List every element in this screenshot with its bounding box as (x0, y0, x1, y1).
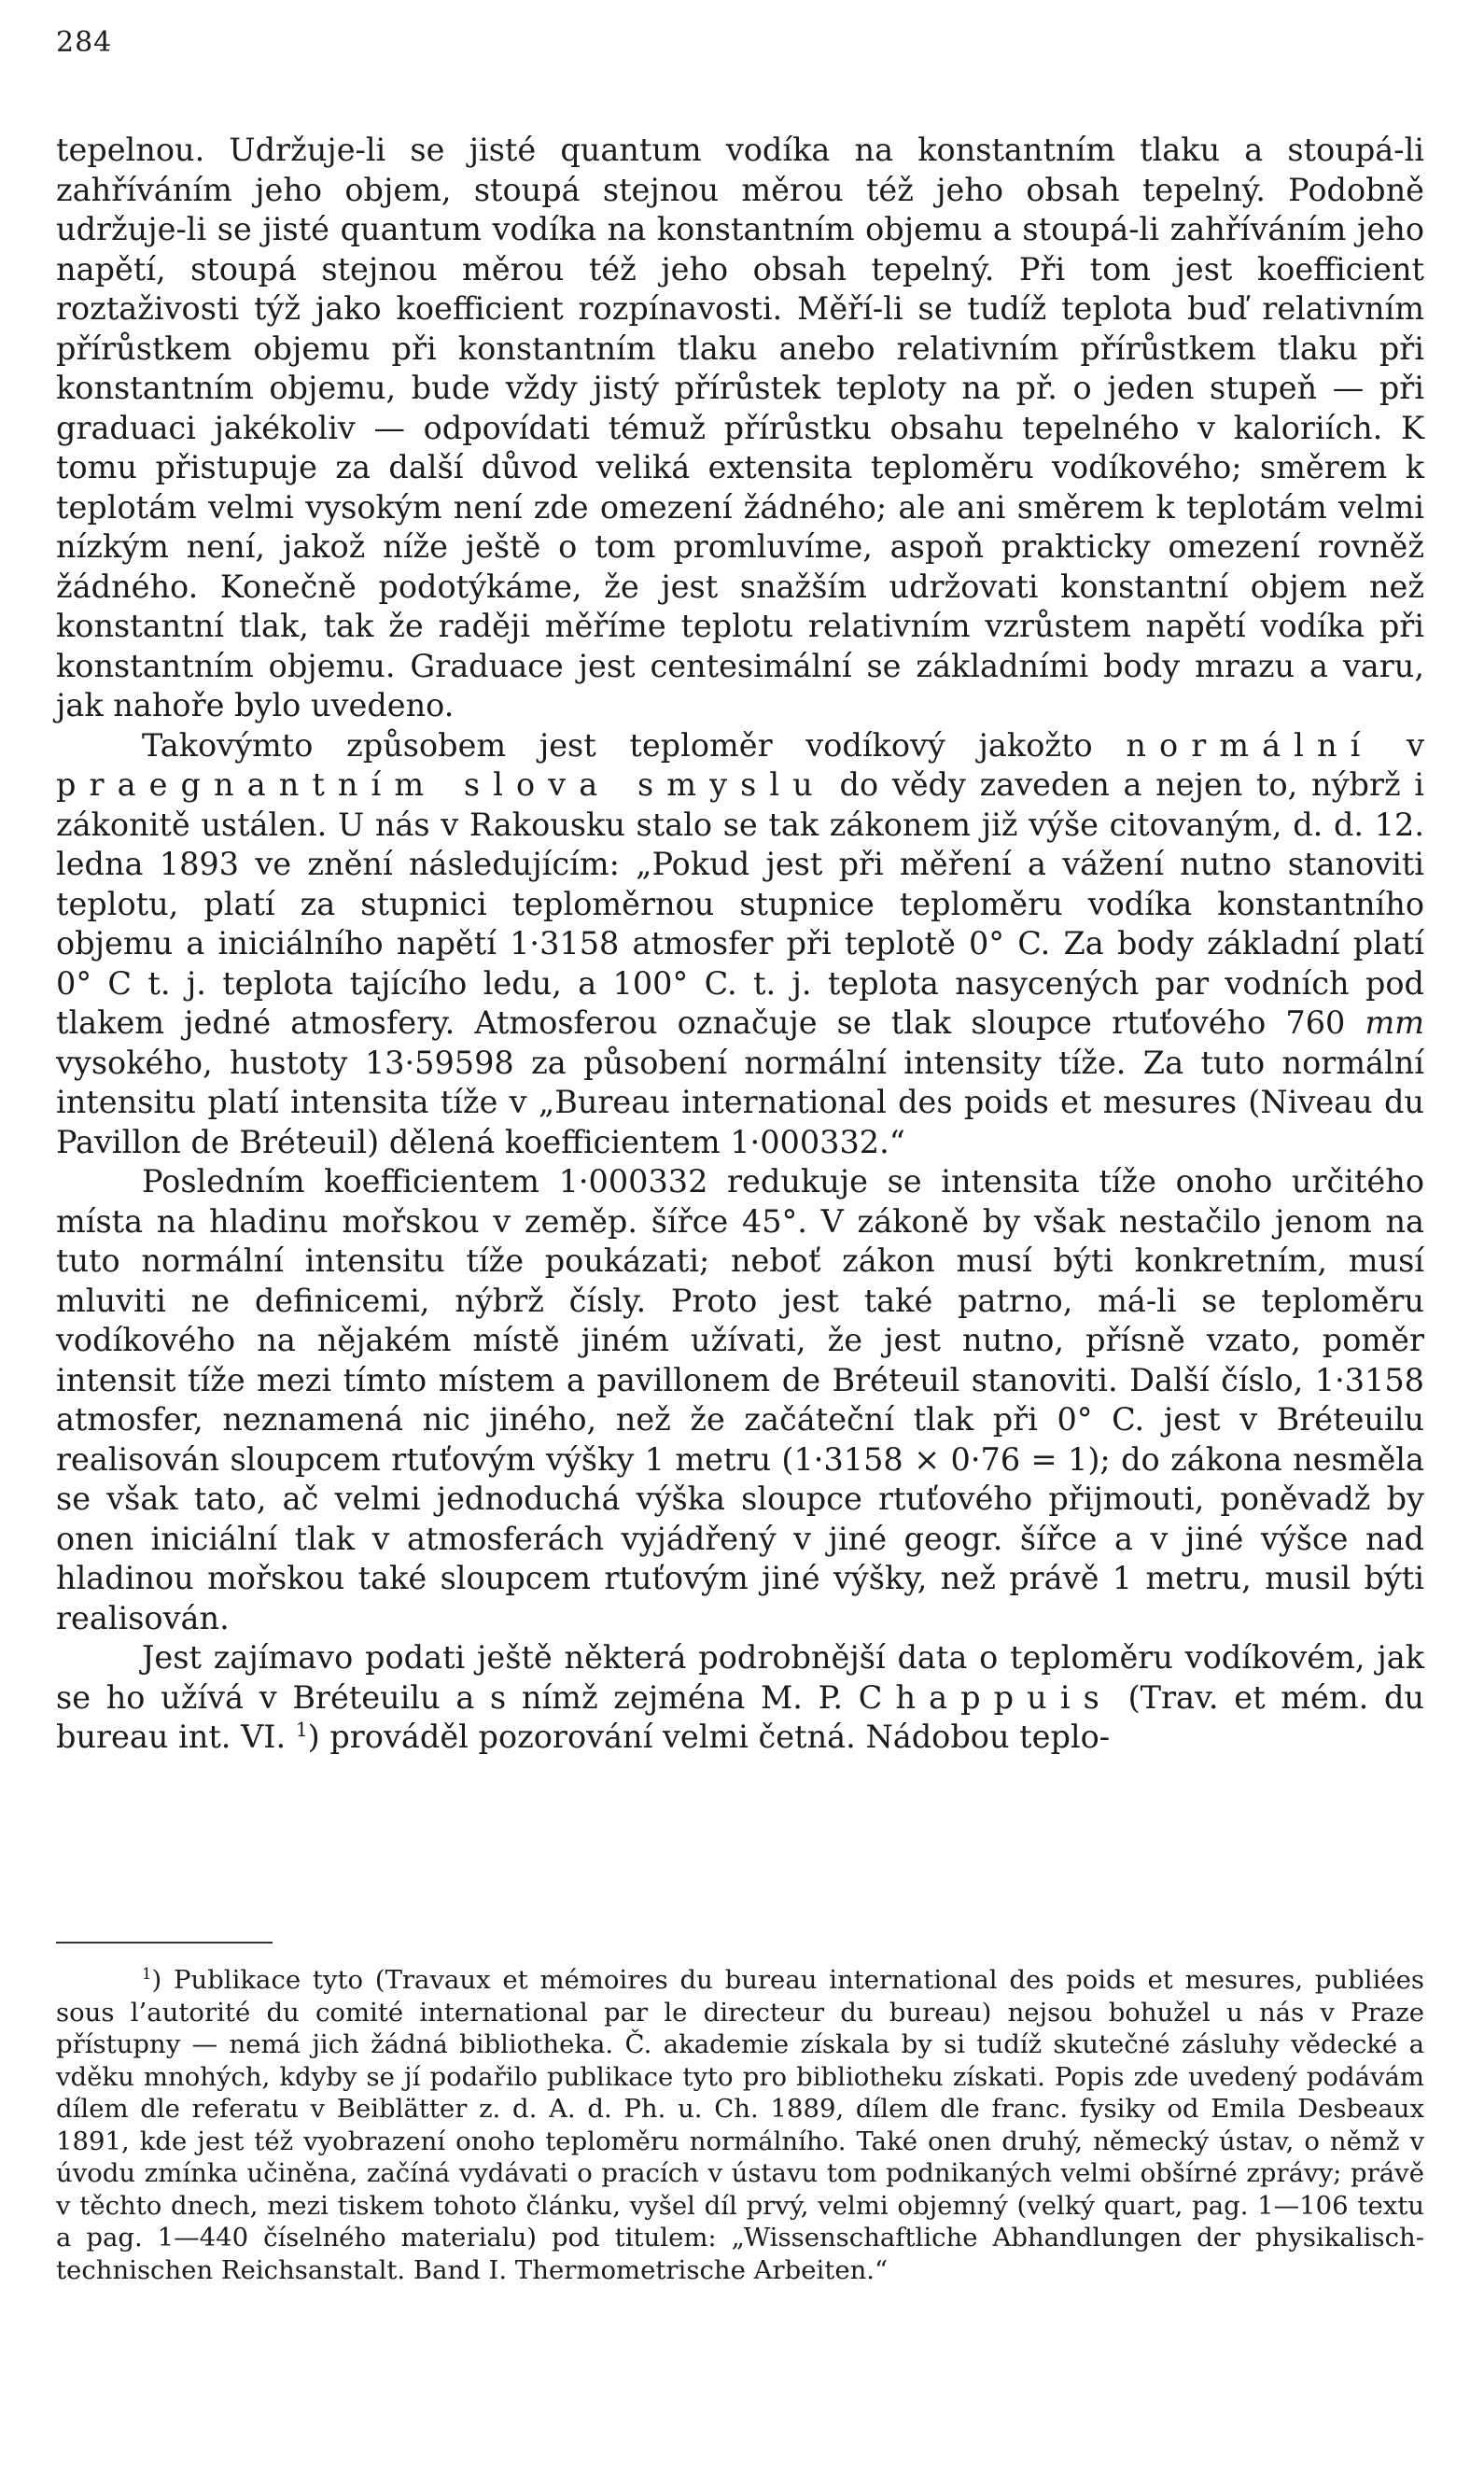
paragraph (56, 1162, 1424, 1638)
spaced-emphasis: normální (1126, 726, 1374, 764)
main-text (56, 131, 1424, 1758)
footnotes (56, 1964, 1424, 2286)
text-run: ) Publikace tyto (Travaux et mémoires du bureau international des poids et mesures, publiées sous l’autorité du comité international par le directeur du bureau) nejsou bohužel u nás v Praze přístupny — nemá jich žádná bibliotheka. Č. akademie získala by si tudíž skutečné zásluhy vědecké a vděku mnohých, kdyby se jí podařilo publikace tyto pro bibliotheku získati. Popis zde uvedený podávám dílem dle referatu v Beiblätter z. d. A. d. Ph. u. Ch. 1889, dílem dle franc. fysiky od Emila Desbeaux 1891, kde jest též vyobrazení onoho teploměru normálního. Také onen druhý, německý ústav, o němž v úvodu zmínka učiněna, začíná vydávati o pracích v ústavu tom podnikaných velmi obšírné zprávy; právě v těchto dnech, mezi tiskem tohoto článku, vyšel díl prvý, velmi objemný (velký quart, pag. 1—106 textu a pag. 1—440 číselného materialu) pod titulem: „Wissenschaftliche Abhandlungen der physikalisch-technischen Reichsanstalt. Band I. Thermometrische Arbeiten.“ (56, 1965, 1424, 2285)
paragraph (56, 726, 1424, 1163)
paragraph (56, 131, 1424, 726)
page-number: 284 (56, 26, 113, 59)
text-run: ) prováděl pozorování velmi četná. Nádobou teplo- (307, 1719, 1111, 1755)
text-run: Takovýmto způsobem jest teploměr vodíkový jakožto (142, 726, 1127, 764)
text-run: do vědy zaveden a nejen to, nýbrž i zákonitě ustálen. U nás v Rakousku stalo se tak zákonem již výše citovaným, d. d. 12. ledna 1893 ve znění následujícím: „Pokud jest při měření a vážení nutno stanoviti teplotu, platí za stupnici teploměrnou stupnice teploměru vodíka konstantního objemu a iniciálního napětí 1·3158 atmosfer při teplotě 0° C. Za body základní platí 0° C t. j. teplota tajícího ledu, a 100° C. t. j. teplota nasycených par vodních pod tlakem jedné atmosfery. Atmosferou označuje se tlak sloupce rtuťového 760 (56, 766, 1425, 1041)
text-run: (Trav. et mém. du bureau int. VI. (56, 1678, 1424, 1755)
text-run: v (1373, 726, 1424, 764)
spaced-emphasis: Chappuis (858, 1678, 1113, 1716)
footnote-separator (56, 1942, 273, 1944)
text-run: Posledním koefficientem 1·000332 redukuje se intensita tíže onoho určitého místa na hladinu mořskou v zeměp. šířce 45°. V zákoně by však nestačilo jenom na tuto normální intensitu tíže poukázati; neboť zákon musí býti konkretním, musí mluviti ne definicemi, nýbrž čísly. Proto jest také patrno, má-li se teploměru vodíkového na nějakém místě jiném užívati, že jest nutno, přísně vzato, poměr intensit tíže mezi tímto místem a pavillonem de Bréteuil stanoviti. Další číslo, 1·3158 atmosfer, neznamená nic jiného, než že začáteční tlak při 0° C. jest v Bréteuilu realisován sloupcem rtuťovým výšky 1 metru (1·3158 × 0·76 = 1); do zákona nesměla se však tato, ač velmi jednoduchá výška sloupce rtuťového přijmouti, poněvadž by onen iniciální tlak v atmosferách vyjádřený v jiné geogr. šířce a v jiné výšce nad hladinou mořskou také sloupcem rtuťovým jiné výšky, než právě 1 metru, musil býti realisován. (56, 1163, 1424, 1636)
italic-text: mm (1365, 1004, 1424, 1041)
footnote-marker: 1 (295, 1718, 308, 1741)
footnote (56, 1964, 1424, 2286)
text-run: Jest zajímavo podati ještě některá podrobnější data o teploměru vodíkovém, jak se ho užívá v Bréteuilu a s nímž zejména M. P. (56, 1639, 1424, 1716)
spaced-emphasis: praegnantním slova smyslu (56, 766, 826, 803)
text-run: vysokého, hustoty 13·59598 za působení normální intensity tíže. Za tuto normální intensitu platí intensita tíže v „Bureau international des poids et mesures (Niveau du Pavillon de Bréteuil) dělená koefficientem 1·000332.“ (56, 1044, 1424, 1160)
paragraph (56, 1638, 1424, 1758)
text-run: tepelnou. Udržuje-li se jisté quantum vodíka na konstantním tlaku a stoupá-li zahříváním jeho objem, stoupá stejnou měrou též jeho obsah tepelný. Podobně udržuje-li se jisté quantum vodíka na konstantním objemu a stoupá-li zahříváním jeho napětí, stoupá stejnou měrou též jeho obsah tepelný. Při tom jest koefficient roztaživosti týž jako koefficient rozpínavosti. Měří-li se tudíž teplota buď relativním přírůstkem objemu při konstantním tlaku anebo relativním přírůstkem tlaku při konstantním objemu, bude vždy jistý přírůstek teploty na př. o jeden stupeň — při graduaci jakékoliv — odpovídati témuž přírůstku obsahu tepelného v kaloriích. K tomu přistupuje za další důvod veliká extensita teploměru vodíkového; směrem k teplotám velmi vysokým není zde omezení žádného; ale ani směrem k teplotám velmi nízkým není, jakož níže ještě o tom promluvíme, aspoň prakticky omezení rovněž žádného. Konečně podotýkáme, že jest snažším udržovati konstantní objem než konstantní tlak, tak že raději měříme teplotu relativním vzrůstem napětí vodíka při konstantním objemu. Graduace jest centesimální se základními body mrazu a varu, jak nahoře bylo uvedeno. (56, 132, 1424, 723)
footnote-marker: 1 (142, 1964, 152, 1983)
